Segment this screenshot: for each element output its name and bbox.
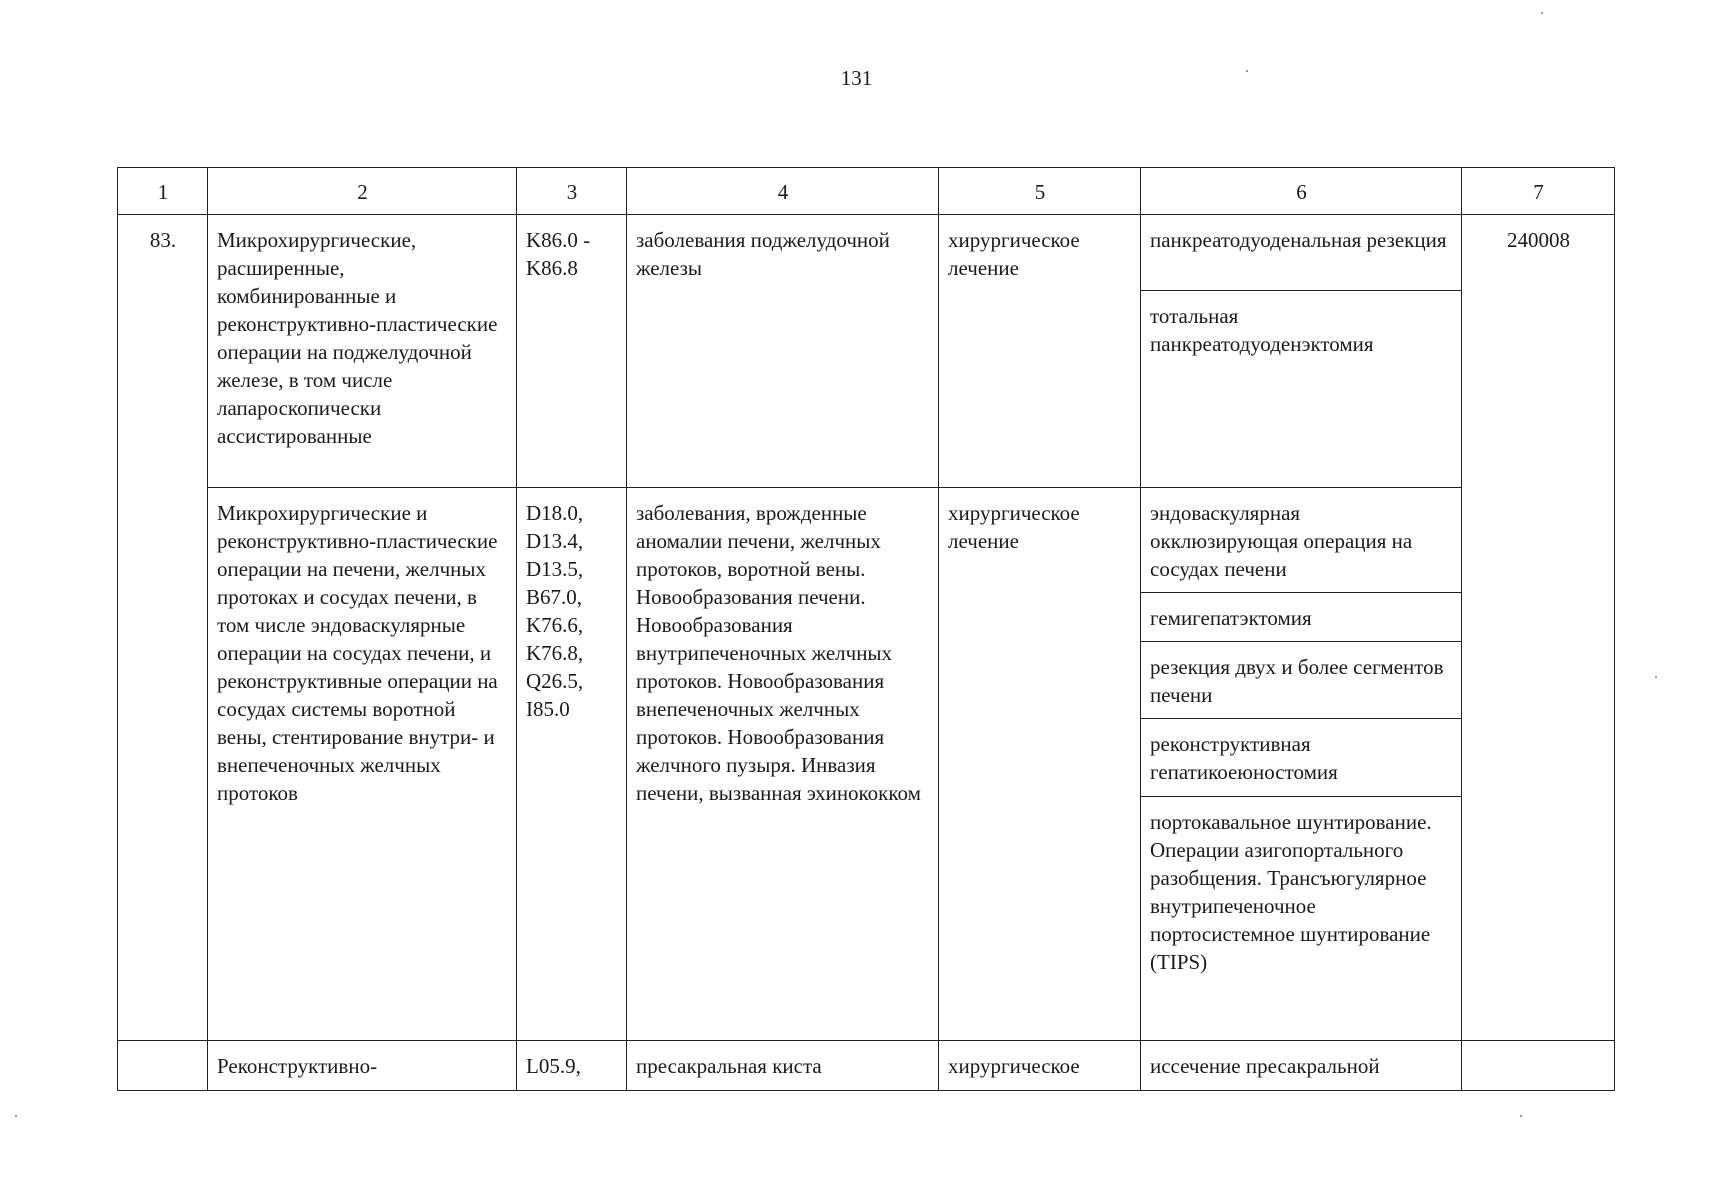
header-cell: 7 <box>1462 168 1615 215</box>
treatment-type-cell: хирургическое лечение <box>939 488 1141 1041</box>
method-cell: иссечение пресакральной <box>1141 1041 1462 1091</box>
method-cell: гемигепатэктомия <box>1141 593 1462 642</box>
norm-value-cell <box>1462 1041 1615 1091</box>
header-cell: 3 <box>517 168 627 215</box>
diagnosis-cell: пресакральная киста <box>627 1041 939 1091</box>
table-row <box>118 488 1615 593</box>
diagnosis-cell: заболевания поджелудочной железы <box>627 215 939 488</box>
diagnosis-cell: заболевания, врожденные аномалии печени, желчных протоков, воротной вены. Новообразования печени. Новообразования внутрипеченочных желчных протоков. Новообразования внепеченочных желчных протоков. Новообразования желчного пузыря. Инвазия печени, вызванная эхинококком <box>627 488 939 1041</box>
icd-codes-cell: L05.9, <box>517 1041 627 1091</box>
procedure-name-cell: Микрохирургические и реконструктивно-пластические операции на печени, желчных протоках и сосудах печени, в том числе эндоваскулярные операции на сосудах печени, и реконструктивные операции на сосудах системы воротной вены, стентирование внутри- и внепеченочных желчных протоков <box>208 488 517 1041</box>
icd-codes-cell: D18.0, D13.4, D13.5, B67.0, K76.6, K76.8, Q26.5, I85.0 <box>517 488 627 1041</box>
scan-speck <box>1541 12 1543 14</box>
scan-speck <box>1246 70 1248 72</box>
header-cell: 4 <box>627 168 939 215</box>
row-number-cell: 83. <box>118 215 208 1041</box>
method-cell: панкреатодуоденальная резекция <box>1141 215 1462 291</box>
header-cell: 2 <box>208 168 517 215</box>
header-cell: 1 <box>118 168 208 215</box>
treatment-type-cell: хирургическое лечение <box>939 215 1141 488</box>
procedure-name-cell: Реконструктивно- <box>208 1041 517 1091</box>
header-cell: 5 <box>939 168 1141 215</box>
icd-codes-cell: K86.0 - K86.8 <box>517 215 627 488</box>
method-cell: резекция двух и более сегментов печени <box>1141 642 1462 719</box>
procedure-name-cell: Микрохирургические, расширенные, комбинированные и реконструктивно-пластические операции на поджелудочной железе, в том числе лапароскопически ассистированные <box>208 215 517 488</box>
scan-speck <box>1655 676 1657 678</box>
header-cell: 6 <box>1141 168 1462 215</box>
medical-procedures-table <box>117 167 1615 1091</box>
method-cell: реконструктивная гепатикоеюностомия <box>1141 719 1462 797</box>
treatment-type-cell: хирургическое <box>939 1041 1141 1091</box>
table-header-row <box>118 168 1615 215</box>
method-cell: эндоваскулярная окклюзирующая операция на сосудах печени <box>1141 488 1462 593</box>
page-number: 131 <box>840 66 873 90</box>
table-row <box>118 215 1615 291</box>
row-number-cell <box>118 1041 208 1091</box>
method-cell: тотальная панкреатодуоденэктомия <box>1141 291 1462 488</box>
scan-speck <box>15 1115 17 1117</box>
table-row <box>118 1041 1615 1091</box>
method-cell: портокавальное шунтирование. Операции азигопортального разобщения. Трансъюгулярное внутрипеченочное портосистемное шунтирование (TIPS) <box>1141 797 1462 1041</box>
norm-value-cell: 240008 <box>1462 215 1615 1041</box>
scan-speck <box>1520 1115 1522 1117</box>
